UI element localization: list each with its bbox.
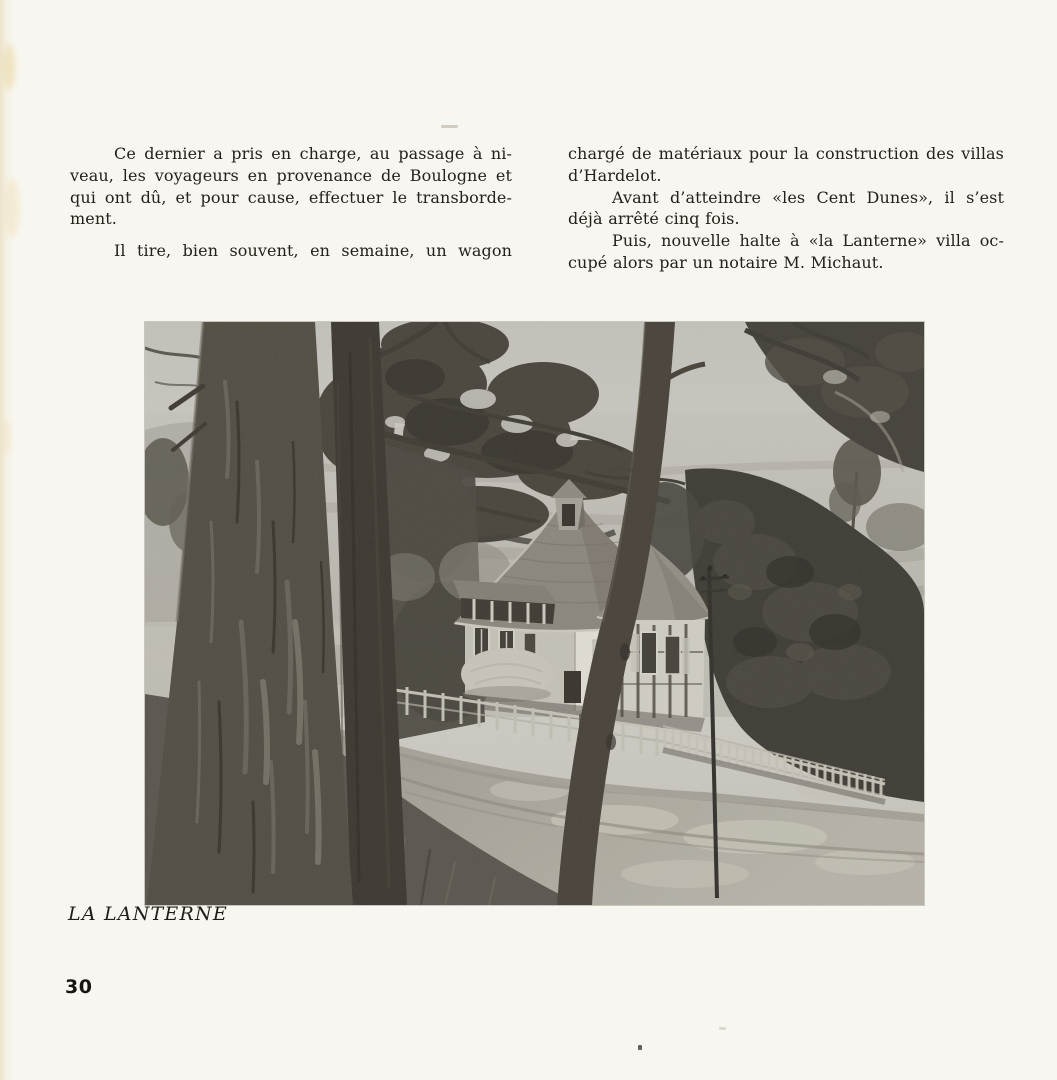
photo-illustration: [145, 322, 924, 905]
text-line: Puis, nouvelle halte à «la Lanterne» villa oc-: [612, 231, 1004, 251]
text-line: ment.: [70, 209, 117, 229]
text-line: chargé de matériaux pour la construction des villas: [568, 144, 1004, 163]
paper-stain: [4, 178, 20, 238]
print-speck: [719, 1027, 726, 1030]
paper-stain: [1, 420, 11, 454]
print-speck: [638, 1045, 642, 1050]
page-edge-shade: [0, 0, 14, 1080]
text-line: cupé alors par un notaire M. Michaut.: [568, 252, 884, 272]
text-column-right: [568, 143, 1004, 274]
text-column-left: [70, 143, 512, 262]
text-line: Il tire, bien souvent, en semaine, un wagon: [114, 241, 512, 261]
film-grain: [145, 322, 924, 905]
photograph-la-lanterne: [145, 322, 924, 905]
text-line: d’Hardelot.: [568, 165, 662, 185]
text-line: qui ont dû, et pour cause, effectuer le transborde-: [70, 187, 512, 207]
paper-stain: [2, 44, 16, 90]
text-line: déjà arrêté cinq fois.: [568, 209, 740, 229]
text-line: Ce dernier a pris en charge, au passage à ni-: [114, 144, 512, 163]
print-smudge: [441, 125, 458, 128]
photo-caption: LA LANTERNE: [68, 903, 228, 925]
text-line: veau, les voyageurs en provenance de Boulogne et: [70, 165, 512, 185]
page-number: 30: [65, 976, 93, 998]
text-line: Avant d’atteindre «les Cent Dunes», il s’est: [612, 187, 1004, 207]
